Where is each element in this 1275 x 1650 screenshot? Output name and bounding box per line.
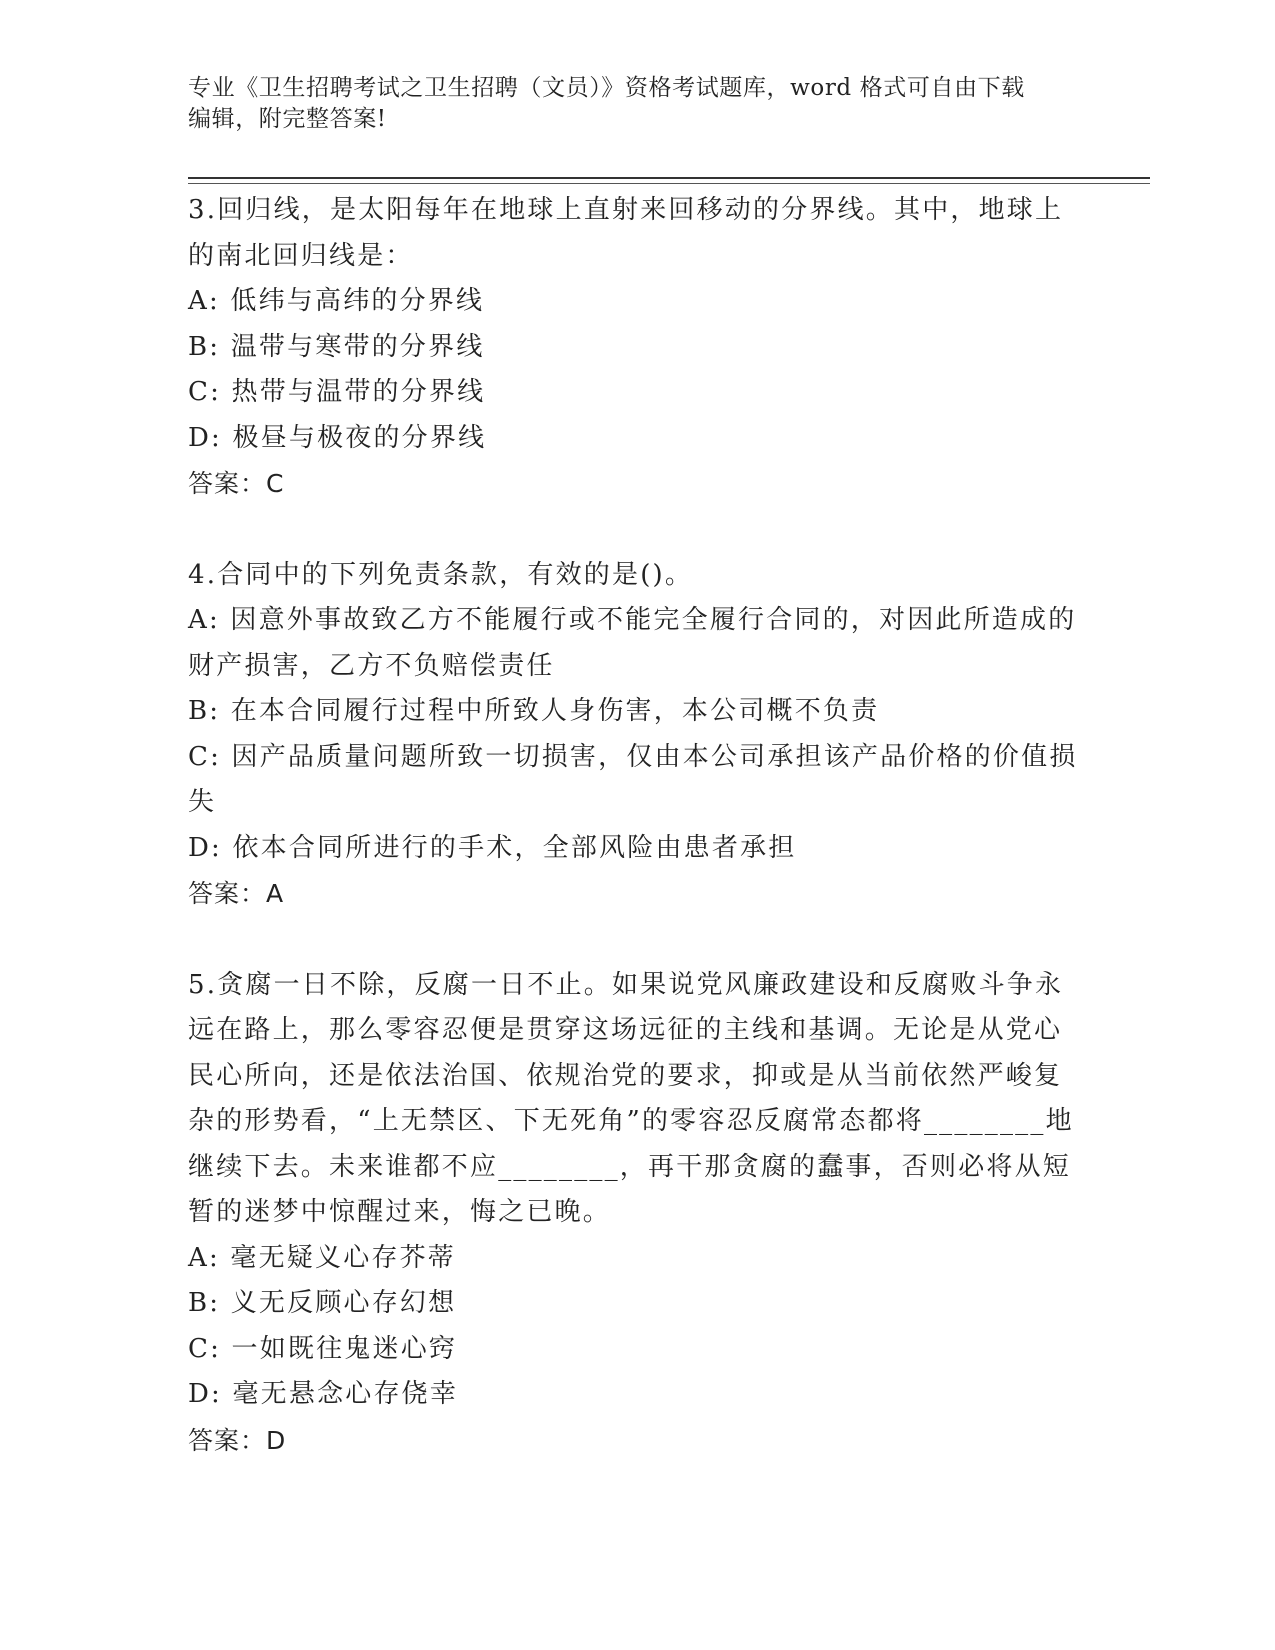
option-c: C: 热带与温带的分界线: [188, 377, 486, 407]
question-4: [188, 553, 1088, 917]
header-line-1: 专业《卫生招聘考试之卫生招聘（文员）》资格考试题库，word 格式可自由下载: [188, 75, 1025, 101]
header-divider-thick: [188, 177, 1150, 179]
answer-label: 答案：C: [188, 469, 285, 498]
question-stem: 4.合同中的下列免责条款，有效的是()。: [188, 559, 694, 590]
option-d: D: 依本合同所进行的手术，全部风险由患者承担: [188, 832, 797, 863]
question-list: [188, 188, 1088, 1509]
header-divider-thin: [188, 183, 1150, 184]
document-header: [188, 73, 1068, 135]
answer-label: 答案：D: [188, 1425, 287, 1455]
option-c: C: 一如既往鬼迷心窍: [188, 1333, 458, 1364]
answer-label: 答案：A: [188, 879, 285, 908]
option-a: A: 毫无疑义心存芥蒂: [188, 1242, 457, 1273]
option-c: C: 因产品质量问题所致一切损害，仅由本公司承担该产品价格的价值损失: [188, 741, 1078, 817]
header-line-2: 编辑，附完整答案!: [188, 106, 387, 132]
question-stem: 3.回归线，是太阳每年在地球上直射来回移动的分界线。其中，地球上的南北回归线是：: [188, 195, 1064, 271]
option-b: B: 在本合同履行过程中所致人身伤害，本公司概不负责: [188, 696, 880, 726]
option-a: A: 低纬与高纬的分界线: [188, 286, 485, 316]
question-5: [188, 963, 1088, 1464]
option-b: B: 温带与寒带的分界线: [188, 331, 485, 362]
option-d: D: 极昼与极夜的分界线: [188, 422, 487, 453]
question-3: [188, 188, 1088, 507]
option-b: B: 义无反顾心存幻想: [188, 1288, 457, 1318]
option-d: D: 毫无悬念心存侥幸: [188, 1379, 459, 1409]
question-stem: 5.贪腐一日不除，反腐一日不止。如果说党风廉政建设和反腐败斗争永远在路上，那么零容忍便是贯穿这场远征的主线和基调。无论是从党心民心所向，还是依法治国、依规治党的要求，抑或是从当前依然严峻复杂的形势看，“上无禁区、下无死角”的零容忍反腐常态都将________地继续下去。未来谁都不应________，再干那贪腐的蠢事，否则必将从短暂的迷梦中惊醒过来，悔之已晚。: [188, 969, 1074, 1227]
option-a: A: 因意外事故致乙方不能履行或不能完全履行合同的，对因此所造成的财产损害，乙方不负赔偿责任: [188, 605, 1077, 681]
